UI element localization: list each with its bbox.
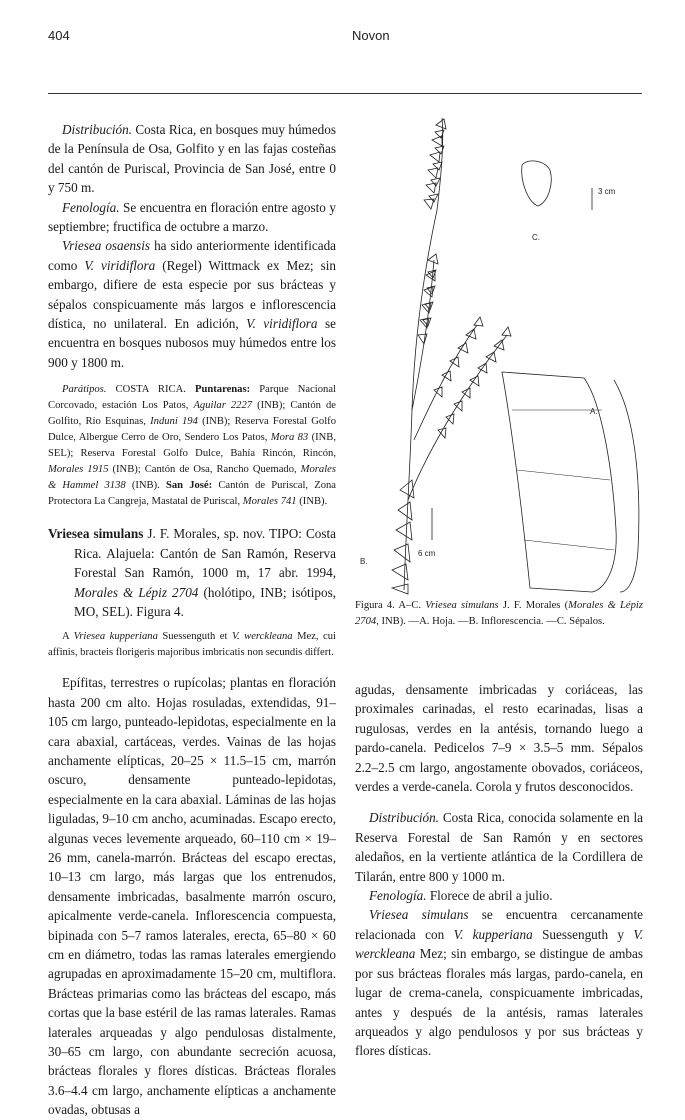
paratypes-paragraph — [48, 382, 336, 510]
phenology-text: Florece de abril a julio. — [429, 888, 553, 904]
distribution-paragraph — [48, 120, 336, 198]
comparison-text: Mez; sin embargo, se distingue de ambas por sus brácteas florales más largas, pardo-canela, en lugar de crema-canela, conspicuamente imbricadas, antes y después de la antésis, ramas laterales arqueados y algo pendulosos y por sus brácteas y flores dísticas. — [355, 946, 644, 1059]
left-column — [48, 120, 336, 1120]
paratypes-text: (INB); Reserva Forestal Golfo Dulce, Albergue Cerro de Oro, Sendero Los Patos, — [48, 416, 336, 444]
collector: Morales & Lépiz 2704 — [355, 600, 643, 627]
osaensis-paragraph — [48, 236, 336, 372]
paratypes-text: (INB). — [299, 496, 328, 508]
paratypes-text: Cantón de Puriscal, Zona Protectora La Cangreja, Mastatal de Puriscal, — [48, 480, 336, 508]
latin-text: A — [62, 631, 70, 643]
collector: Morales 741 — [242, 496, 297, 508]
figure-label-b: B. — [360, 557, 368, 566]
collector: Morales & Hammel 3138 — [48, 464, 336, 492]
latin-diagnosis — [48, 629, 336, 661]
species-name: Vriesea simulans — [48, 526, 144, 542]
paratypes-label: Parátipos. — [62, 384, 107, 396]
description-paragraph: Epífitas, terrestres o rupícolas; plantas en floración hasta 200 cm alto. Hojas rosuladas, extendidas, 91–105 cm largo, punteado-lepidotas, especialmente en la cara abaxial, cartáceas, verdes. Vainas de las hojas anchamente elípticas, 20–25 × 11.5–15 cm, marrón oscuro, densamente punteado-lepidotas, especialmente en la cara abaxial. Láminas de las hojas liguladas, 9–10 cm ancho, acuminadas. Escapo erecto, algunas veces levemente arqueado, 60–110 cm × 19–26 mm, canela-marrón. Brácteas del escapo erectas, 10–13 cm largo, más largas que los entrenudos, densamente imbricadas, basalmente marrón oscuro, apicalmente verde-canela. Inflorescencia compuesta, bipinada con 5–7 ramos laterales, erecta, 65–80 × 60 cm en diámetro, todas las ramas laterales emergiendo agrupadas en aproximadamente 15–20 cm, multiflora. Brácteas primarias como las brácteas del escapo, más cortas que la base estéril de las ramas laterales. Ramas laterales arqueadas y algo pendulosas distalmente, 30–65 cm largo, con abundante secreción acuosa, brácteas florales y flores dísticas. Brácteas florales 3.6–4.4 cm largo, anchamente elípticas a anchamente ovadas, obtusas a — [48, 675, 336, 1118]
species-heading — [48, 524, 336, 621]
collector: Induni 194 — [150, 416, 198, 428]
leaf-outline — [502, 372, 616, 592]
species-name: Vriesea osaensis — [62, 238, 151, 254]
species-name: Vriesea kupperiana — [73, 631, 158, 643]
figure-label-a: A. — [590, 407, 598, 416]
collector: Mora 83 — [270, 432, 309, 444]
phenology-text: Se encuentra en floración entre agosto y septiembre; fructifica de octubre a marzo. — [48, 199, 336, 235]
type-text: (holótipo, INB; isótipos, MO, SEL). Figura 4. — [74, 584, 336, 619]
figure-4 — [352, 110, 644, 600]
collector: Morales & Lépiz 2704 — [74, 584, 199, 600]
distribution-paragraph — [355, 808, 643, 886]
species-name: V. viridiflora — [246, 316, 318, 332]
species-name: Vriesea simulans — [425, 600, 499, 611]
osaensis-text-2: (Regel) Wittmack ex Mez; sin embargo, difiere de esta especie por sus brácteas y sépalos conspicuamente más largos e inflorescencia dística, no unilateral. En adición, — [48, 257, 336, 332]
latin-text: Mez, cui affinis, bracteis florigeris majoribus imbricatis non secundis differt. — [48, 631, 336, 659]
species-name: V. viridiflora — [84, 257, 156, 273]
paratypes-text: (INB); Cantón de Osa, Rancho Quemado, — [112, 464, 297, 476]
figure-label-c: C. — [532, 233, 540, 242]
osaensis-text-3: se encuentra en bosques nubosos muy húmedos entre los 900 y 1800 m. — [48, 316, 337, 370]
osaensis-text-1: ha sido anteriormente identificada como — [48, 238, 337, 273]
province-label: San José: — [165, 480, 213, 492]
paratypes-text: (INB). — [131, 480, 160, 492]
page-number: 404 — [48, 28, 70, 43]
distribution-label: Distribución. — [369, 810, 439, 826]
species-name: V. kupperiana — [453, 926, 533, 942]
distribution-text: Costa Rica, conocida solamente en la Reserva Forestal de San Ramón y en sectores aledaños, en la vertiente atlántica de la Cordillera de Tilarán, entre 800 y 1000 m. — [355, 810, 644, 884]
caption-label: Figura 4. — [355, 600, 395, 611]
paratypes-text: Parque Nacional Corcovado, estación Los Patos, — [48, 384, 336, 412]
figure-caption — [355, 598, 643, 629]
scale-label-b: 6 cm — [418, 549, 436, 558]
right-column — [355, 680, 643, 1061]
paratypes-text: COSTA RICA. — [115, 384, 186, 396]
caption-text: , INB). —A. Hoja. —B. Inflorescencia. —C. Sépalos. — [376, 615, 605, 627]
phenology-paragraph — [48, 198, 336, 237]
journal-title: Novon — [352, 28, 390, 43]
species-name: V. werckleana — [355, 926, 644, 962]
scale-label-c: 3 cm — [598, 187, 616, 196]
latin-text: Suessenguth et — [162, 631, 228, 643]
phenology-label: Fenología. — [62, 199, 120, 215]
distribution-label: Distribución. — [62, 122, 132, 137]
paratypes-text: (INB, SEL); Reserva Forestal Golfo Dulce, Bahía Rincón, Rincón, — [48, 432, 336, 460]
comparison-paragraph — [355, 905, 643, 1060]
botanical-illustration — [352, 110, 644, 600]
collector: Morales 1915 — [48, 464, 109, 476]
caption-text: J. F. Morales ( — [502, 600, 569, 611]
comparison-text: Suessenguth y — [542, 926, 625, 942]
phenology-label: Fenología. — [369, 888, 427, 904]
scape-line — [404, 118, 443, 590]
sepal-outline — [522, 161, 552, 206]
species-name: V. werckleana — [231, 631, 293, 643]
species-name: Vriesea simulans — [369, 907, 469, 923]
type-text: J. F. Morales, sp. nov. TIPO: Costa Rica. Alajuela: Cantón de San Ramón, Reserva Forestal San Ramón, 1000 m, 17 abr. 1994, — [74, 526, 336, 581]
collector: Aguilar 2227 — [193, 400, 253, 412]
comparison-text: se encuentra cercanamente relacionada con — [355, 907, 644, 942]
paratypes-text: (INB); Cantón de Golfito, Río Esquinas, — [48, 400, 336, 428]
province-label: Puntarenas: — [195, 384, 251, 396]
description-continuation: agudas, densamente imbricadas y coriáceas, las proximales carinadas, el resto ecarinadas, lisas a rugulosas, verdes en la antésis, tornando luego a pardo-canela. Pedicelos 7–9 × 3.5–5 mm. Sépalos 2.2–2.5 cm largo, angostamente obovados, coriáceos, verdes a verde-canela. Corola y frutos desconocidos. — [355, 682, 643, 795]
phenology-paragraph — [355, 886, 643, 905]
distribution-text: Costa Rica, en bosques muy húmedos de la Península de Osa, Golfito y en las fajas costeñas del cantón de Puriscal, Provincia de San José, entre 0 y 750 m. — [48, 122, 336, 196]
caption-text: A–C. — [398, 600, 422, 611]
header-rule — [48, 93, 642, 94]
